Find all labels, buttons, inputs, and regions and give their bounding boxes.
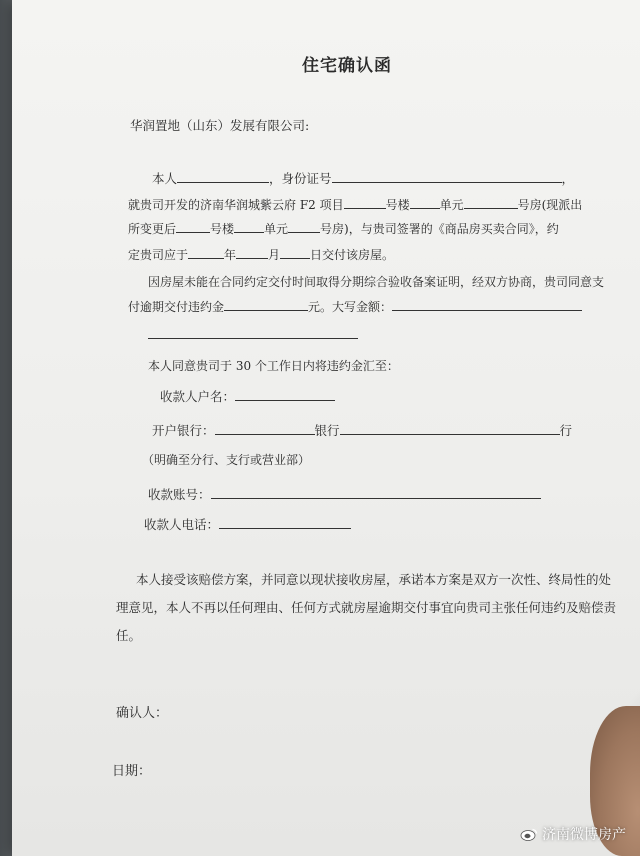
payee-name-blank bbox=[235, 388, 335, 401]
p4-line1: 本人接受该赔偿方案，并同意以现状接收房屋，承诺本方案是双方一次性、终局性的处 bbox=[136, 572, 612, 587]
account-blank bbox=[211, 486, 541, 499]
idcard-blank bbox=[332, 170, 562, 183]
document-title: 住宅确认函 bbox=[302, 56, 392, 76]
document-page bbox=[12, 0, 640, 856]
bank-row: 开户银行： 银行 行 bbox=[152, 423, 573, 438]
account-row: 收款账号： bbox=[148, 486, 541, 503]
watermark bbox=[520, 824, 626, 844]
confirm-label: 确认人： bbox=[116, 706, 169, 721]
amount-words-blank bbox=[392, 298, 582, 311]
p1-line2: 就贵司开发的济南华润城紫云府 F2 项目 号楼 单元 号房(现派出 bbox=[128, 198, 583, 212]
p4-line3: 任。 bbox=[116, 628, 142, 643]
branch-blank bbox=[340, 422, 560, 435]
bank-note: （明确至分行、支行或营业部） bbox=[142, 453, 311, 467]
name-blank bbox=[177, 170, 269, 183]
date-label: 日期： bbox=[112, 764, 152, 779]
p2-line2: 付逾期交付违约金 元。大写金额： bbox=[128, 298, 582, 315]
p1-line3: 所变更后 号楼 单元 号房)，与贵司签署的《商品房买卖合同》，约 bbox=[128, 222, 559, 236]
amount-words-blank-cont bbox=[148, 338, 358, 339]
payee-name-row: 收款人户名： bbox=[160, 388, 335, 405]
p2-line1: 因房屋未能在合同约定交付时间取得分期综合验收备案证明，经双方协商，贵司同意支 bbox=[148, 275, 605, 289]
bank-blank bbox=[215, 422, 315, 435]
amount-blank bbox=[224, 298, 308, 311]
p1-line4: 定贵司应于 年 月 日交付该房屋。 bbox=[128, 248, 395, 262]
weibo-icon bbox=[520, 827, 538, 841]
p3-intro: 本人同意贵司于 30 个工作日内将违约金汇至： bbox=[148, 359, 399, 373]
watermark-text: 济南微博房产 bbox=[542, 827, 626, 843]
p4-line2: 理意见，本人不再以任何理由、任何方式就房屋逾期交付事宜向贵司主张任何违约及赔偿责 bbox=[116, 600, 617, 615]
phone-blank bbox=[219, 516, 351, 529]
p1-line1: 本人 ，身份证号 ， bbox=[152, 171, 575, 186]
phone-row: 收款人电话： bbox=[144, 516, 351, 533]
addressee: 华润置地（山东）发展有限公司: bbox=[130, 118, 310, 133]
